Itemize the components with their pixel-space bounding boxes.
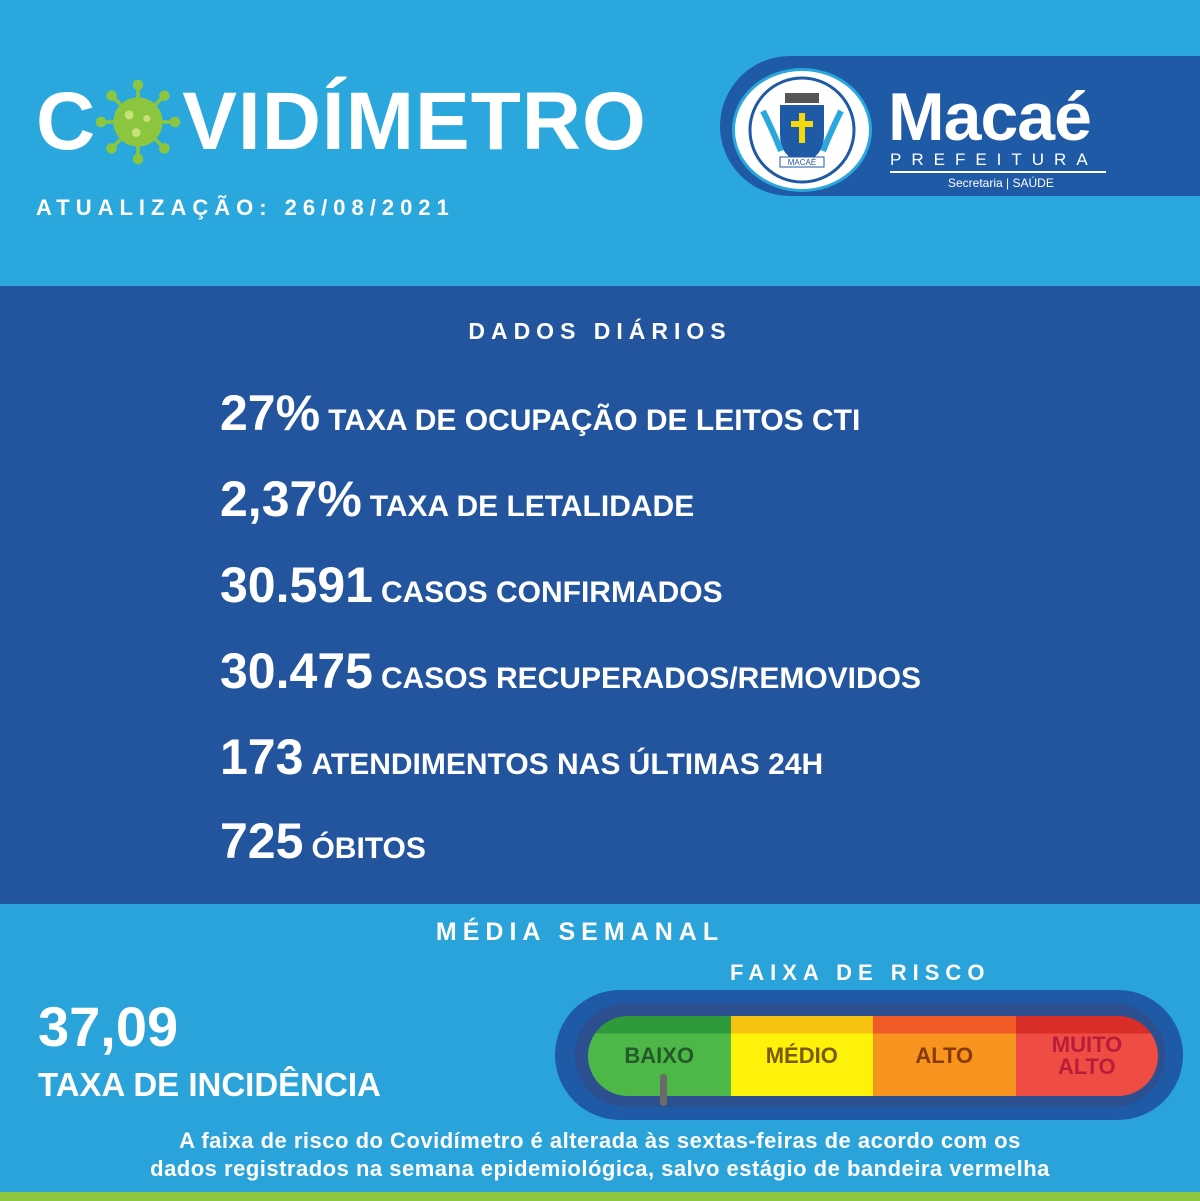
stat-label: ÓBITOS: [311, 832, 426, 865]
stat-value: 173: [220, 729, 304, 785]
incidence-label: TAXA DE INCIDÊNCIA: [38, 1066, 381, 1103]
stat-label: ATENDIMENTOS NAS ÚLTIMAS 24H: [311, 748, 824, 781]
daily-heading: DADOS DIÁRIOS: [468, 318, 732, 344]
risk-note: [0, 1127, 1200, 1183]
stat-label: CASOS RECUPERADOS/REMOVIDOS: [380, 662, 922, 695]
page-title: [36, 72, 647, 172]
risk-level-high: ALTO: [873, 1016, 1016, 1096]
virus-icon: [94, 78, 182, 166]
stat-label: CASOS CONFIRMADOS: [380, 576, 723, 609]
stat-row: [220, 728, 823, 786]
stat-label: TAXA DE LETALIDADE: [369, 490, 695, 523]
stat-value: 30.475: [220, 643, 373, 699]
city-name: Macaé: [888, 79, 1091, 155]
stat-row: [220, 384, 860, 442]
risk-note-line: dados registrados na semana epidemiológica, salvo estágio de bandeira vermelha: [150, 1156, 1050, 1181]
weekly-heading: [0, 918, 1200, 947]
logo-divider: [890, 171, 1106, 173]
stat-value: 2,37%: [220, 471, 362, 527]
stat-value: 30.591: [220, 557, 373, 613]
crest-icon: [735, 71, 869, 189]
logo-department: Secretaria | SAÚDE: [948, 176, 1054, 190]
risk-level-medium: MÉDIO: [731, 1016, 874, 1096]
stat-value: 27%: [220, 385, 321, 441]
update-date: ATUALIZAÇÃO: 26/08/2021: [36, 195, 455, 220]
risk-level-very-high: [1016, 1016, 1159, 1096]
stat-row: [220, 556, 723, 614]
stat-value: 725: [220, 813, 304, 869]
stat-row: [220, 812, 426, 870]
risk-needle: [660, 1074, 667, 1106]
risk-level-very-high-label: MUITO ALTO: [1051, 1032, 1123, 1079]
crest-text: MACAÉ: [787, 158, 817, 167]
incidence-value: 37,09: [38, 995, 179, 1058]
footer-strip: [0, 1192, 1200, 1201]
stat-row: [220, 470, 694, 528]
logo-subtitle: PREFEITURA: [890, 150, 1098, 169]
risk-bands: [588, 1016, 1158, 1096]
title-letter-c: C: [36, 76, 97, 167]
title-rest: VIDÍMETRO: [182, 76, 647, 167]
risk-note-line: A faixa de risco do Covidímetro é alterada às sextas-feiras de acordo com os: [179, 1128, 1021, 1153]
city-crest: [732, 68, 872, 192]
stat-label: TAXA DE OCUPAÇÃO DE LEITOS CTI: [328, 404, 861, 437]
stat-row: [220, 642, 921, 700]
risk-level-low: BAIXO: [588, 1016, 731, 1096]
risk-heading: FAIXA DE RISCO: [730, 960, 991, 985]
weekly-heading-text: MÉDIA SEMANAL: [435, 918, 725, 946]
